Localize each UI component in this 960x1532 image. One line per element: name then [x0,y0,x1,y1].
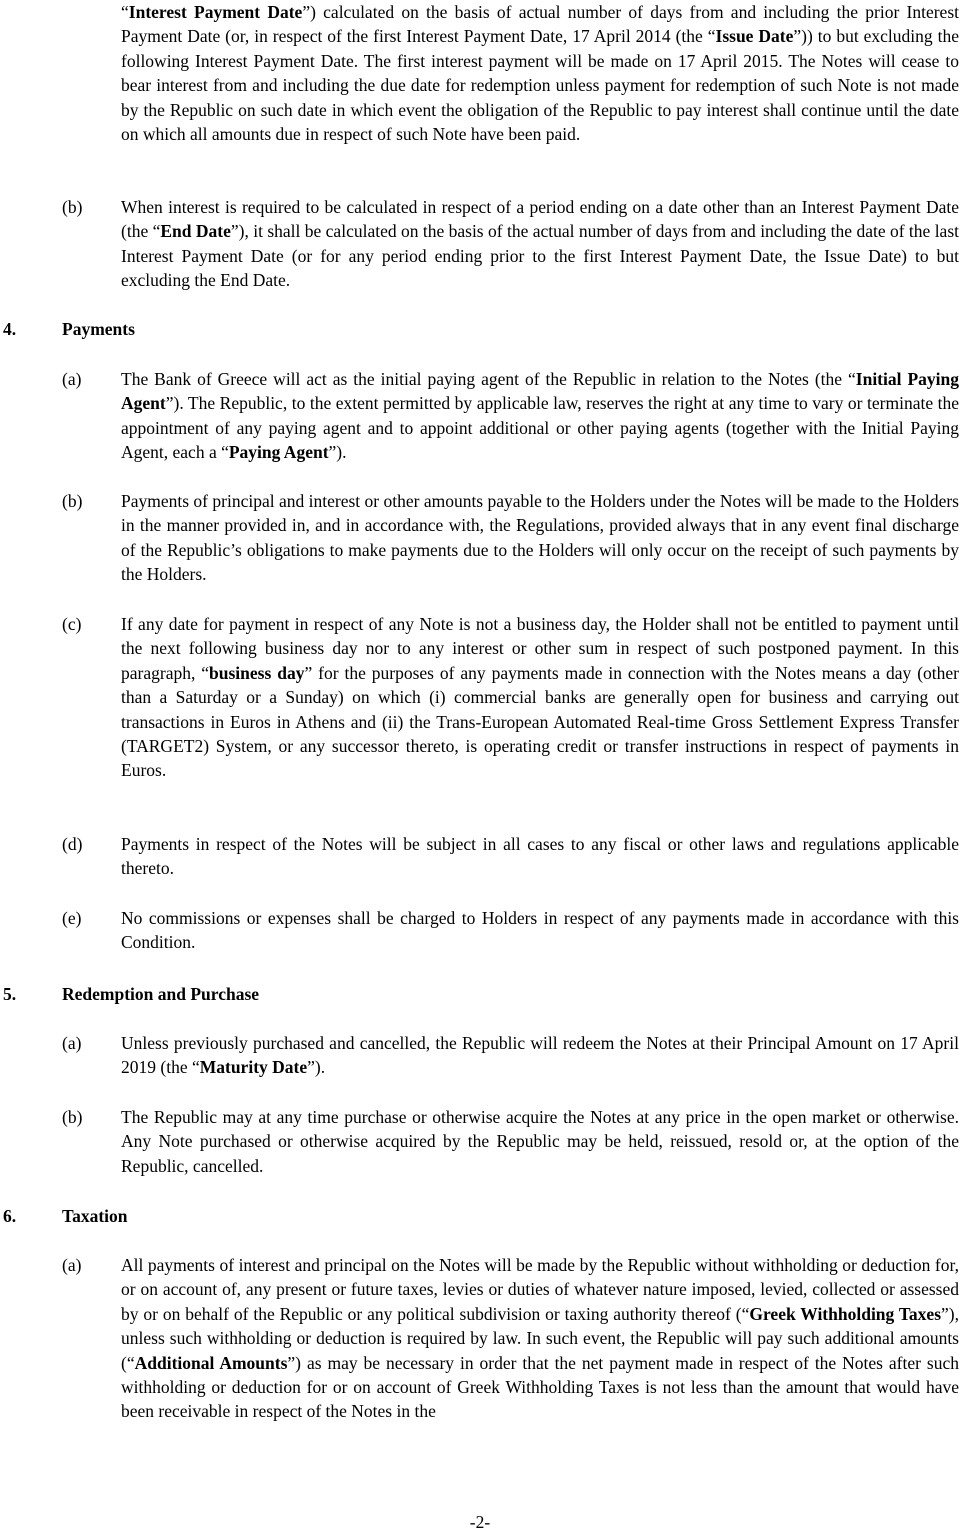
defined-term-paying-agent: Paying Agent [228,442,329,463]
section-title: Payments [62,319,135,339]
clause-text: Payments in respect of the Notes will be subject in all cases to any fiscal or other laws and regulations applicable thereto. [121,834,959,879]
text-run: When interest is required to be calculated in respect of a period ending on a date other than an Interest Payment Date (the “ [121,197,959,242]
defined-term-end-date: End Date [160,221,231,242]
clause-letter: (b) [62,197,83,217]
interest-payment-paragraph [121,0,959,146]
text-run: ” for the purposes of any payments made in connection with the Notes means a day (other than a Saturday or a Sunday) on which (i) commercial banks are generally open for business and carrying out transactions in Euros in Athens and (ii) the Trans-European Automated Real-time Gross Settlement Express Transfer (TARGET2) System, or any successor thereto, is operating credit or transfer instructions in respect of payments in Euros. [121,662,960,781]
clause-letter: (e) [62,908,82,928]
clause-letter: (d) [62,834,83,854]
paragraph-text [121,0,959,146]
defined-term-greek-withholding-taxes: Greek Withholding Taxes [749,1303,942,1324]
clause-letter: (a) [62,1033,82,1053]
clause-text: The Republic may at any time purchase or otherwise acquire the Notes at any price in the open market or otherwise. Any Note purchased or otherwise acquired by the Republic may be held, reissued, resold or, at the option of the Republic, cancelled. [121,1107,959,1176]
clause-letter: (a) [62,369,82,389]
text-run: ”) calculated on the basis of actual number of days from and including the prior Interest Payment Date (or, in respect of the first Interest Payment Date, 17 April 2014 (the “ [121,2,959,47]
section-number: 5. [3,984,17,1004]
text-run: ”). [328,442,347,463]
text-run: ”), unless such withholding or deduction is required by law. In such event, the Republic will pay such additional amounts (“ [121,1303,959,1373]
text-run: If any date for payment in respect of any Note is not a business day, the Holder shall not be entitled to payment until the next following business day nor to any interest or other sum in respect of such postponed payment. In this paragraph, “ [121,614,959,683]
text-run: The Bank of Greece will act as the initial paying agent of the Republic in relation to the Notes (the “ [121,369,856,389]
section-number: 4. [3,319,17,339]
text-run: ”). The Republic, to the extent permitted by applicable law, reserves the right at any time to vary or terminate the appointment of any paying agent and to appoint additional or other paying agents (together with the Initial Paying Agent, each a “ [121,393,959,463]
clause-text [121,1253,959,1424]
defined-term-business-day: business day [209,662,305,683]
page-number: -2- [469,1512,491,1532]
defined-term-initial-paying-agent: Initial Paying Agent [121,369,960,414]
clause-letter: (b) [62,491,83,511]
text-run: ”). [307,1057,326,1078]
section-heading-redemption [3,982,259,1006]
section-title: Taxation [62,1206,128,1226]
clause-text: No commissions or expenses shall be charged to Holders in respect of any payments made in accordance with this Condition. [121,908,959,953]
defined-term-additional-amounts: Additional Amounts [134,1352,288,1373]
clause-text: Payments of principal and interest or other amounts payable to the Holders under the Notes will be made to the Holders in the manner provided in, and in accordance with, the Regulations, provided always that in any event final discharge of the Republic’s obligations to make payments due to the Holders will only occur on the receipt of such payments by the Holders. [121,491,959,585]
text-run: ”)) to but excluding the following Interest Payment Date. The first interest payment will be made on 17 April 2015. The Notes will cease to bear interest from and including the due date for redemption unless payment for redemption of such Note is not made by the Republic on such date in which event the obligation of the Republic to pay interest shall continue until the date on which all amounts due in respect of such Note have been paid. [121,26,959,145]
clause-text [121,367,959,465]
open-quote: “ [121,2,129,22]
clause-letter: (b) [62,1107,83,1127]
clause-letter: (a) [62,1255,82,1275]
text-run: ”) as may be necessary in order that the net payment made in respect of the Notes after such withholding or deduction for or on account of Greek Withholding Taxes is not less than the amount that would have been receivable in respect of the Notes in the [121,1352,959,1422]
section-title: Redemption and Purchase [62,984,260,1004]
section-heading-payments [3,317,135,341]
text-run: Unless previously purchased and cancelled, the Republic will redeem the Notes at their Principal Amount on 17 April 2019 (the “ [121,1033,959,1078]
section-number: 6. [3,1206,17,1226]
defined-term-interest-payment-date: Interest Payment Date [128,2,303,22]
section-heading-taxation [3,1204,128,1228]
clause-letter: (c) [62,614,82,634]
defined-term-maturity-date: Maturity Date [199,1057,308,1078]
clause-text [121,612,959,783]
text-run: All payments of interest and principal on the Notes will be made by the Republic without withholding or deduction for, or on account of, any present or future taxes, levies or duties of whatever nature imposed, levied, collected or assessed by or on behalf of the Republic or any political subdivision or taxing authority thereof (“ [121,1255,959,1324]
clause-text [121,1031,959,1080]
clause-text [121,195,959,293]
text-run: ”), it shall be calculated on the basis of the actual number of days from and including the date of the last Interest Payment Date (or for any period ending prior to the first Interest Payment Date, the Issue Date) to but excluding the End Date. [121,221,959,291]
defined-term-issue-date: Issue Date [715,26,794,47]
